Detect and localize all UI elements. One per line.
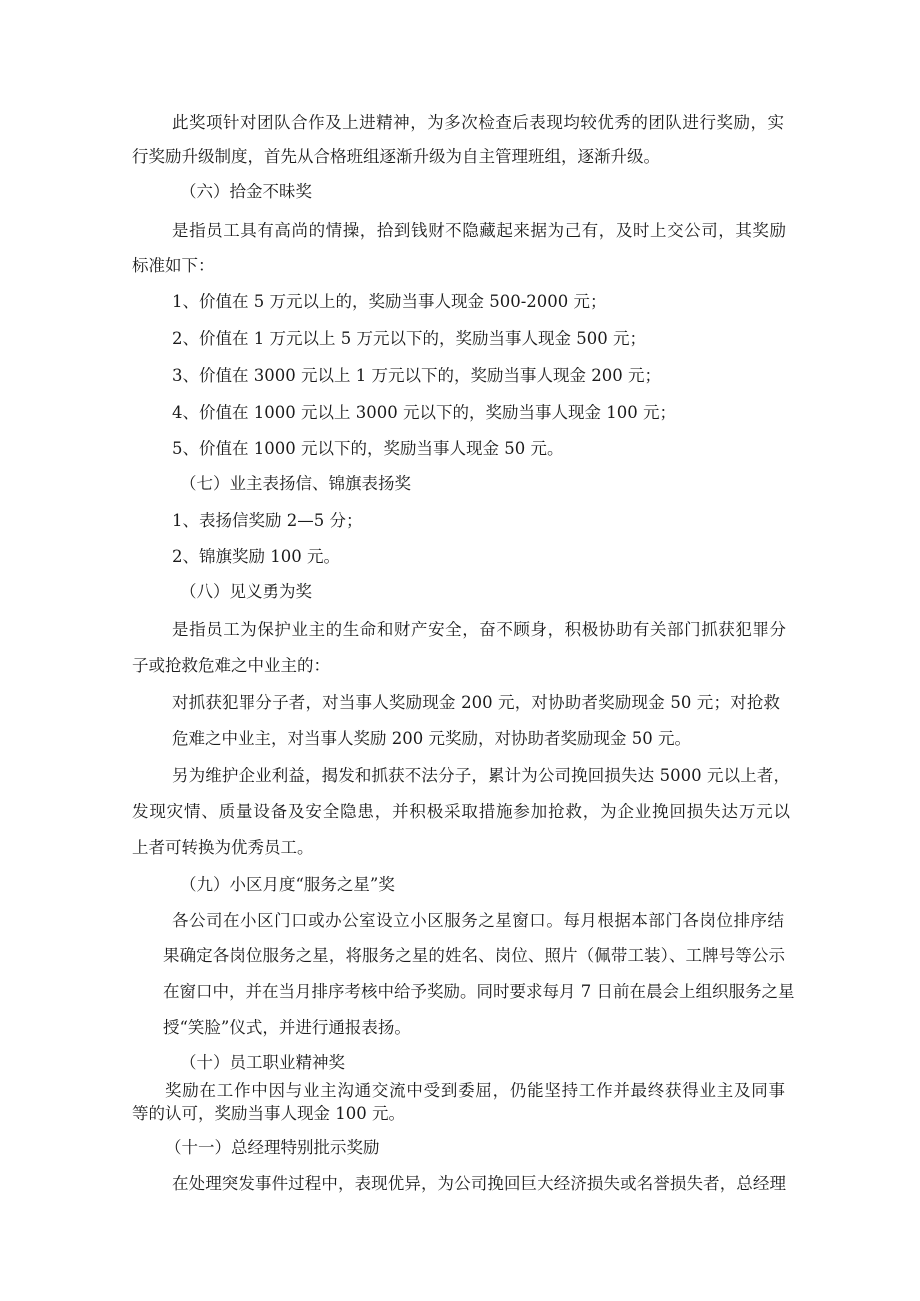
list-item-6-3: 3、价值在 3000 元以上 1 万元以下的，奖励当事人现金 200 元； — [172, 366, 661, 385]
list-item-6-5: 5、价值在 1000 元以下的，奖励当事人现金 50 元。 — [172, 439, 564, 458]
section-heading-8: （八）见义勇为奖 — [180, 582, 312, 601]
paragraph-loss-recovery-line-2: 发现灾情、质量设备及安全隐患，并积极采取措施参加抢救，为企业挽回损失达万元以 — [132, 802, 790, 821]
paragraph-bravery-reward-line-2: 危难之中业主，对当事人奖励 200 元奖励，对协助者奖励现金 50 元。 — [172, 729, 691, 748]
paragraph-bravery-line-2: 子或抢救危难之中业主的： — [132, 656, 330, 675]
section-heading-11: （十一）总经理特别批示奖励 — [165, 1138, 380, 1157]
list-item-6-1: 1、价值在 5 万元以上的，奖励当事人现金 500-2000 元； — [172, 292, 607, 311]
section-heading-9: （九）小区月度“服务之星”奖 — [180, 875, 395, 894]
section-heading-10: （十）员工职业精神奖 — [180, 1053, 345, 1072]
paragraph-loss-recovery-line-1: 另为维护企业利益，揭发和抓获不法分子，累计为公司挽回损失达 5000 元以上者， — [172, 766, 790, 785]
paragraph-team-award-line-1: 此奖项针对团队合作及上进精神，为多次检查后表现均较优秀的团队进行奖励，实 — [172, 113, 784, 132]
list-item-6-4: 4、价值在 1000 元以上 3000 元以下的，奖励当事人现金 100 元； — [172, 403, 676, 422]
paragraph-service-star-line-1: 各公司在小区门口或办公室设立小区服务之星窗口。每月根据本部门各岗位排序结 — [172, 911, 784, 930]
paragraph-team-award-line-2: 行奖励升级制度，首先从合格班组逐渐升级为自主管理班组，逐渐升级。 — [132, 147, 660, 166]
list-item-7-2: 2、锦旗奖励 100 元。 — [172, 547, 340, 566]
paragraph-bravery-line-1: 是指员工为保护业主的生命和财产安全，奋不顾身，积极协助有关部门抓获犯罪分 — [172, 620, 786, 639]
paragraph-found-money-line-2: 标准如下： — [132, 256, 215, 275]
paragraph-bravery-reward-line-1: 对抓获犯罪分子者，对当事人奖励现金 200 元，对协助者奖励现金 50 元；对抢救 — [172, 693, 780, 712]
paragraph-gm-award-line-1: 在处理突发事件过程中，表现优异，为公司挽回巨大经济损失或名誉损失者，总经理 — [172, 1174, 786, 1193]
paragraph-professional-spirit-line-1: 奖励在工作中因与业主沟通交流中受到委屈，仍能坚持工作并最终获得业主及同事 — [165, 1081, 785, 1100]
paragraph-service-star-line-2: 果确定各岗位服务之星，将服务之星的姓名、岗位、照片（佩带工装）、工牌号等公示 — [163, 946, 785, 965]
section-heading-7: （七）业主表扬信、锦旗表扬奖 — [180, 474, 411, 493]
paragraph-found-money-line-1: 是指员工具有高尚的情操，拾到钱财不隐藏起来据为己有，及时上交公司，其奖励 — [172, 221, 786, 240]
section-heading-6: （六）拾金不昧奖 — [180, 182, 312, 201]
paragraph-professional-spirit-line-2: 等的认可，奖励当事人现金 100 元。 — [132, 1104, 405, 1123]
paragraph-loss-recovery-line-3: 上者可转换为优秀员工。 — [132, 838, 314, 857]
list-item-7-1: 1、表扬信奖励 2—5 分； — [172, 511, 363, 530]
paragraph-service-star-line-4: 授“笑脸”仪式，并进行通报表扬。 — [163, 1018, 411, 1037]
list-item-6-2: 2、价值在 1 万元以上 5 万元以下的，奖励当事人现金 500 元； — [172, 329, 646, 348]
paragraph-service-star-line-3: 在窗口中，并在当月排序考核中给予奖励。同时要求每月 7 日前在晨会上组织服务之星 — [163, 982, 795, 1001]
